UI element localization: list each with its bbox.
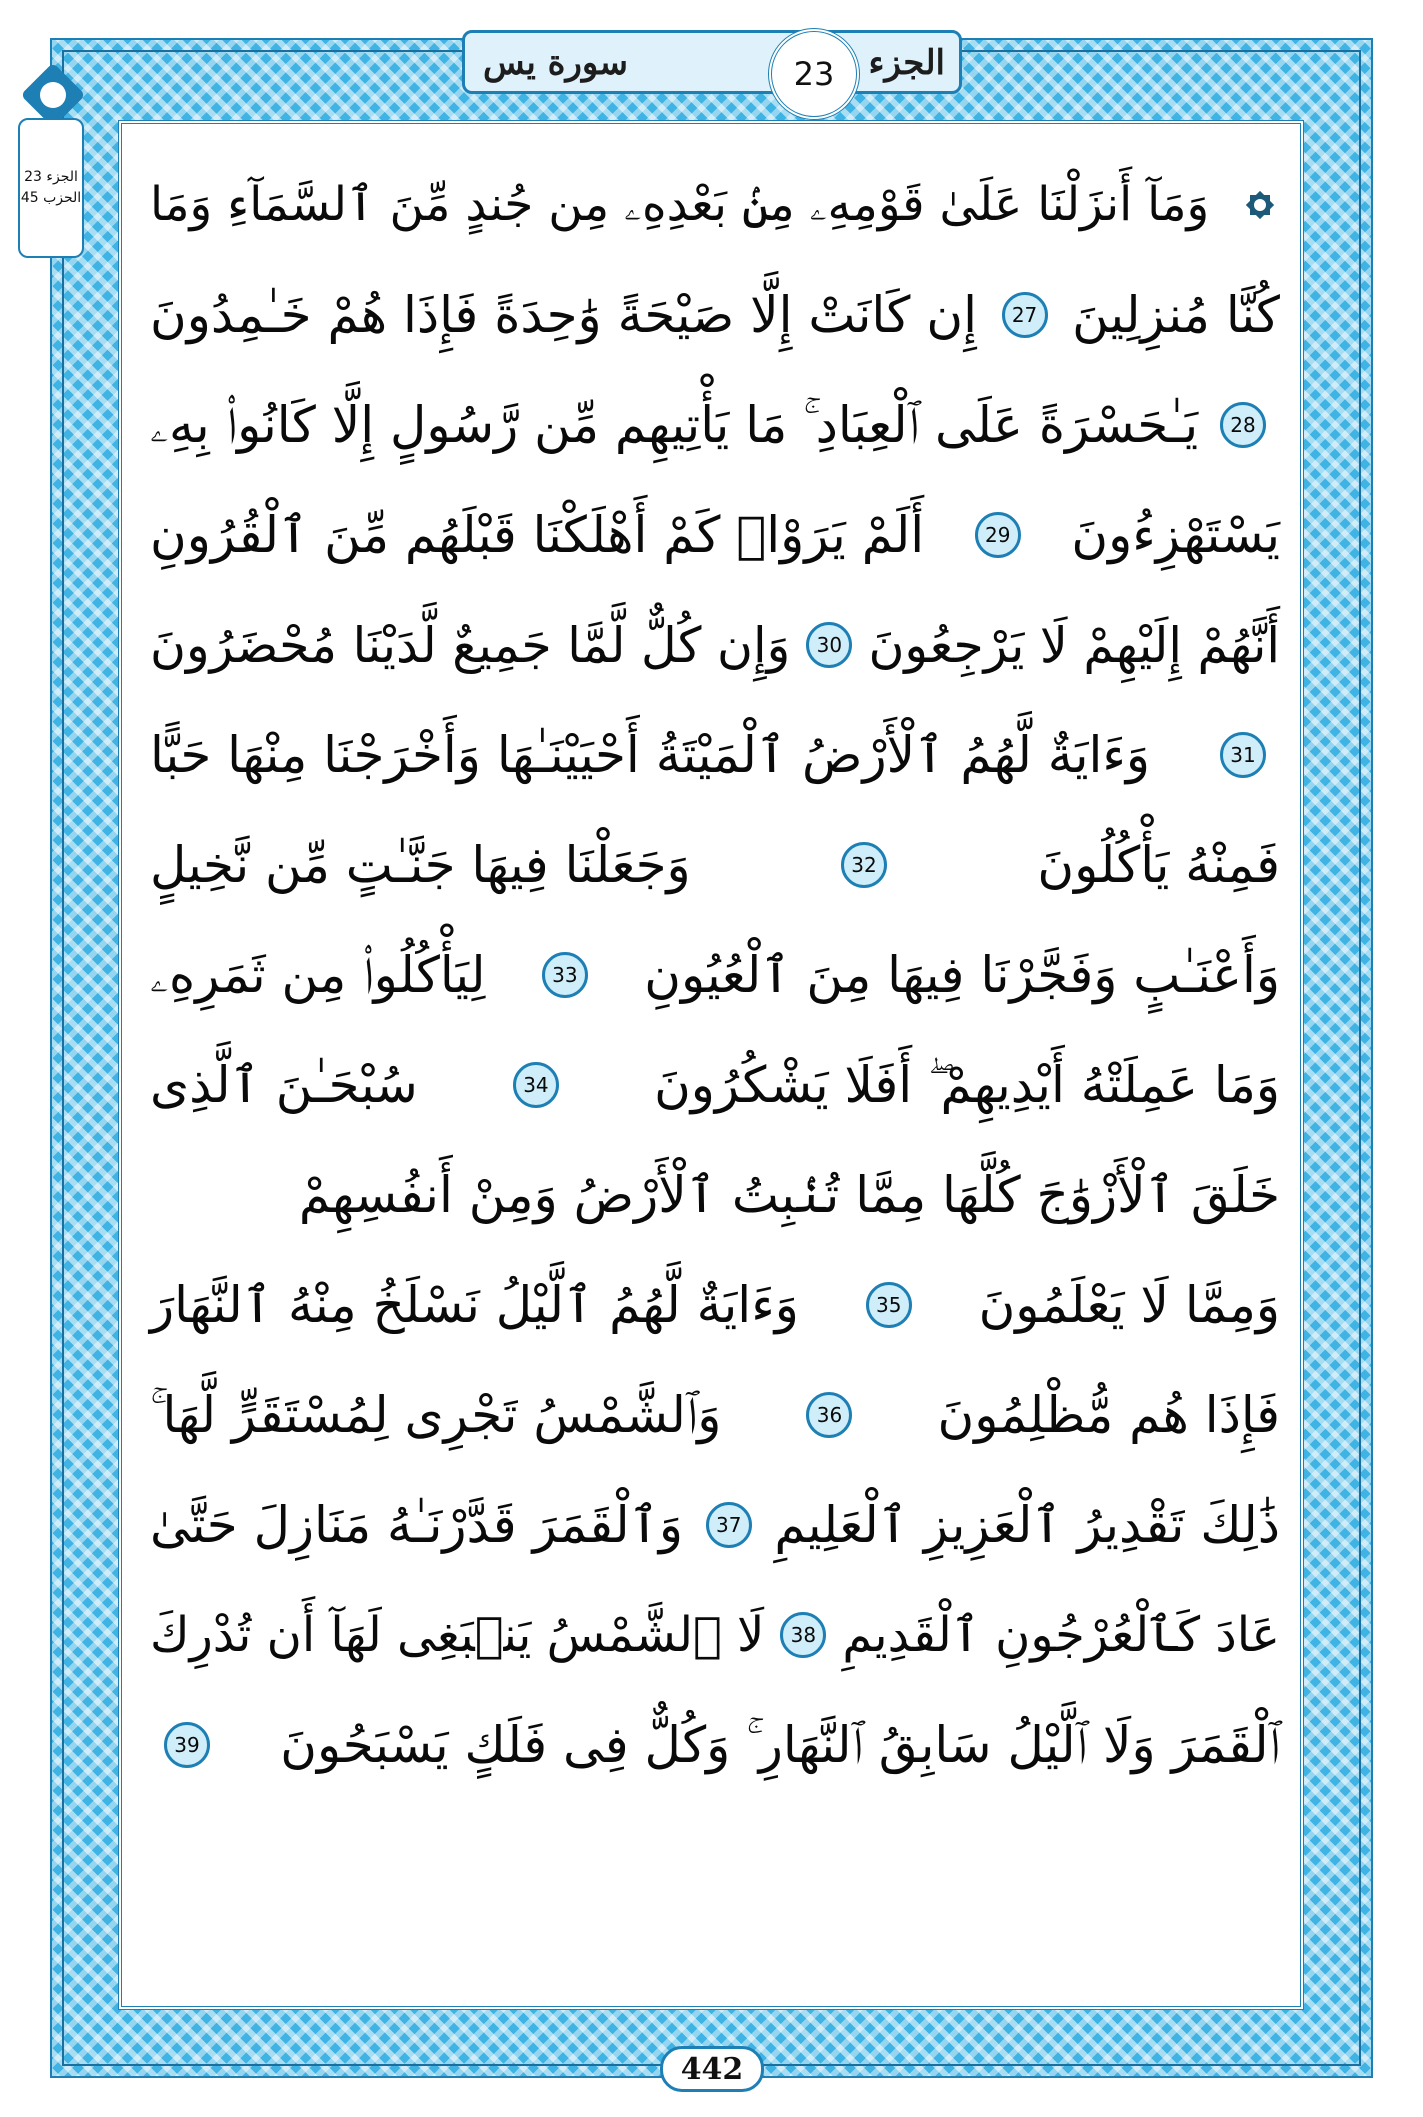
ayah-number-marker: 28 (1220, 402, 1266, 448)
verse-text: وَٱلْقَمَرَ قَدَّرْنَـٰهُ مَنَازِلَ حَتَّىٰ (150, 1496, 684, 1554)
verse-text: وَءَايَةٌ لَّهُمُ ٱلْأَرْضُ ٱلْمَيْتَةُ أَحْيَيْنَـٰهَا وَأَخْرَجْنَا مِنْهَا حَبًّا (150, 726, 1151, 784)
ayah-number-marker: 32 (841, 842, 887, 888)
juz-number-badge: 23 (768, 28, 860, 120)
verse-line (150, 1470, 1280, 1580)
side-juz-hizb-marker (18, 118, 84, 258)
verse-text: فَإِذَا هُم مُّظْلِمُونَ (937, 1386, 1280, 1444)
verse-text: يَسْتَهْزِءُونَ (1071, 506, 1280, 564)
verse-line (150, 260, 1280, 370)
verse-text: فَمِنْهُ يَأْكُلُونَ (1037, 836, 1280, 894)
verse-line (150, 1140, 1280, 1250)
verse-text: ذَٰلِكَ تَقْدِيرُ ٱلْعَزِيزِ ٱلْعَلِيمِ (774, 1496, 1280, 1554)
verse-text: أَنَّهُمْ إِلَيْهِمْ لَا يَرْجِعُونَ (868, 616, 1280, 674)
verse-text: وَءَايَةٌ لَّهُمُ ٱلَّيْلُ نَسْلَخُ مِنْهُ ٱلنَّهَارَ (150, 1276, 799, 1334)
ayah-number-marker: 34 (513, 1062, 559, 1108)
ayah-number-marker: 35 (866, 1282, 912, 1328)
verse-text: عَادَ كَٱلْعُرْجُونِ ٱلْقَدِيمِ (842, 1607, 1280, 1663)
verse-lines (150, 150, 1280, 1800)
ayah-number-marker: 39 (164, 1722, 210, 1768)
verse-text: سُبْحَـٰنَ ٱلَّذِى (150, 1056, 418, 1114)
verse-text: يَـٰحَسْرَةً عَلَى ٱلْعِبَادِ ۚ مَا يَأْتِيهِم مِّن رَّسُولٍ إِلَّا كَانُوا۟ بِهِۦ (150, 395, 1199, 454)
verse-line (150, 700, 1280, 810)
ayah-number-marker: 33 (542, 952, 588, 998)
ayah-number-marker: 30 (806, 622, 852, 668)
verse-text: خَلَقَ ٱلْأَزْوَٰجَ كُلَّهَا مِمَّا تُنۢبِتُ ٱلْأَرْضُ وَمِنْ أَنفُسِهِمْ (298, 1166, 1280, 1224)
juz-label: الجزء (868, 43, 945, 83)
verse-text: لَا ٱلشَّمْسُ يَنۢبَغِى لَهَآ أَن تُدْرِكَ (150, 1607, 765, 1663)
page-header (462, 30, 962, 94)
verse-text: وَجَعَلْنَا فِيهَا جَنَّـٰتٍ مِّن نَّخِيلٍ (150, 836, 691, 894)
ayah-number-marker: 31 (1220, 732, 1266, 778)
ayah-number-marker: 36 (806, 1392, 852, 1438)
rub-el-hizb-icon (1240, 185, 1280, 225)
verse-text: لِيَأْكُلُوا۟ مِن ثَمَرِهِۦ (150, 945, 486, 1004)
verse-line (150, 920, 1280, 1030)
verse-text: كُنَّا مُنزِلِينَ (1072, 286, 1280, 344)
verse-text: وَإِن كُلٌّ لَّمَّا جَمِيعٌ لَّدَيْنَا مُحْضَرُونَ (150, 616, 791, 674)
ayah-number-marker: 38 (780, 1612, 826, 1658)
verse-text: وَمِمَّا لَا يَعْلَمُونَ (978, 1276, 1280, 1334)
ayah-number-marker: 29 (975, 512, 1021, 558)
verse-text: وَمَا عَمِلَتْهُ أَيْدِيهِمْ ۖ أَفَلَا يَشْكُرُونَ (654, 1055, 1280, 1114)
side-hizb-text: الحزب 45 (20, 190, 82, 206)
verse-text: ٱلْقَمَرَ وَلَا ٱلَّيْلُ سَابِقُ ٱلنَّهَارِ ۚ وَكُلٌّ فِى فَلَكٍ يَسْبَحُونَ (280, 1715, 1280, 1774)
verse-line (150, 150, 1280, 260)
verse-text: وَٱلشَّمْسُ تَجْرِى لِمُسْتَقَرٍّ لَّهَا ۚ (150, 1385, 722, 1444)
verse-line (150, 1690, 1280, 1800)
side-juz-text: الجزء 23 (24, 168, 78, 185)
verse-text: وَمَآ أَنزَلْنَا عَلَىٰ قَوْمِهِۦ مِنۢ بَعْدِهِۦ مِن جُندٍ مِّنَ ٱلسَّمَآءِ وَمَا (150, 177, 1210, 232)
verse-text: إِن كَانَتْ إِلَّا صَيْحَةً وَٰحِدَةً فَإِذَا هُمْ خَـٰمِدُونَ (150, 286, 977, 344)
verse-line (150, 480, 1280, 590)
verse-line (150, 590, 1280, 700)
ayah-number-marker: 27 (1002, 292, 1048, 338)
verse-line (150, 1250, 1280, 1360)
surah-name: سورة يس (483, 43, 628, 83)
verse-line (150, 1360, 1280, 1470)
verse-line (150, 1030, 1280, 1140)
verse-text: وَأَعْنَـٰبٍ وَفَجَّرْنَا فِيهَا مِنَ ٱلْعُيُونِ (644, 946, 1280, 1004)
verse-line (150, 810, 1280, 920)
verse-line (150, 370, 1280, 480)
ayah-number-marker: 37 (706, 1502, 752, 1548)
verse-text: أَلَمْ يَرَوْا۟ كَمْ أَهْلَكْنَا قَبْلَهُم مِّنَ ٱلْقُرُونِ (150, 506, 925, 564)
page-number: 442 (660, 2046, 764, 2092)
verse-line (150, 1580, 1280, 1690)
